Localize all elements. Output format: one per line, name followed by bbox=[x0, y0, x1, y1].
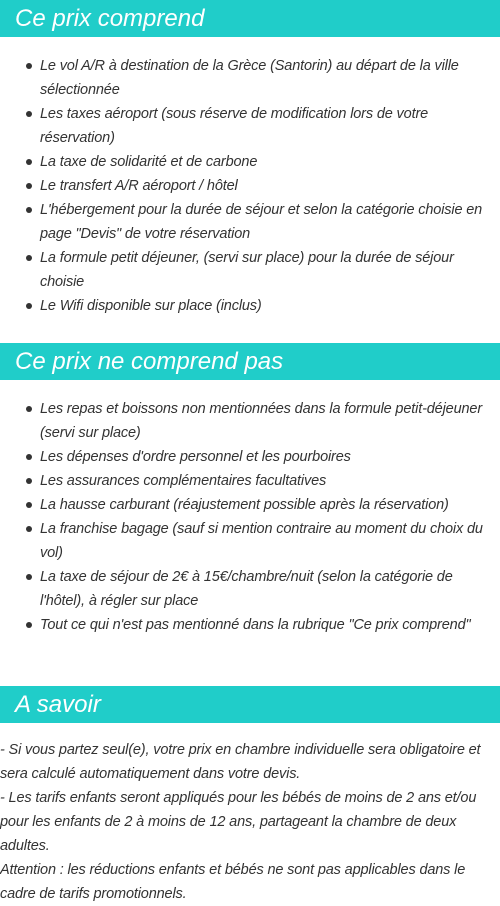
list-item: Les repas et boissons non mentionnées dans la formule petit-déjeuner (servi sur place) bbox=[40, 397, 500, 445]
list-item: La taxe de séjour de 2€ à 15€/chambre/nuit (selon la catégorie de l'hôtel), à régler sur place bbox=[40, 565, 500, 613]
list-item: Les taxes aéroport (sous réserve de modification lors de votre réservation) bbox=[40, 102, 500, 150]
list-item: Le vol A/R à destination de la Grèce (Santorin) au départ de la ville sélectionnée bbox=[40, 54, 500, 102]
not-included-list bbox=[0, 397, 500, 637]
list-item: Le transfert A/R aéroport / hôtel bbox=[40, 174, 500, 198]
section-good-to-know bbox=[0, 686, 500, 906]
section-title-not-included: Ce prix ne comprend pas bbox=[0, 343, 500, 380]
list-item: Les assurances complémentaires facultatives bbox=[40, 469, 500, 493]
list-item: La hausse carburant (réajustement possible après la réservation) bbox=[40, 493, 500, 517]
list-item: Les dépenses d'ordre personnel et les pourboires bbox=[40, 445, 500, 469]
list-item: La formule petit déjeuner, (servi sur place) pour la durée de séjour choisie bbox=[40, 246, 500, 294]
list-item: Tout ce qui n'est pas mentionné dans la rubrique "Ce prix comprend" bbox=[40, 613, 500, 637]
good-to-know-text bbox=[0, 738, 500, 906]
section-not-included bbox=[0, 343, 500, 637]
info-paragraph: Attention : les réductions enfants et bébés ne sont pas applicables dans le cadre de tarifs promotionnels. bbox=[0, 862, 466, 902]
included-list bbox=[0, 54, 500, 318]
section-included bbox=[0, 0, 500, 318]
info-paragraph: - Les tarifs enfants seront appliqués pour les bébés de moins de 2 ans et/ou pour les enfants de 2 à moins de 12 ans, partageant la chambre de deux adultes. bbox=[0, 790, 477, 854]
section-title-good-to-know: A savoir bbox=[0, 686, 500, 723]
section-title-included: Ce prix comprend bbox=[0, 0, 500, 37]
info-paragraph: - Si vous partez seul(e), votre prix en chambre individuelle sera obligatoire et sera calculé automatiquement dans votre devis. bbox=[0, 742, 481, 782]
list-item: La taxe de solidarité et de carbone bbox=[40, 150, 500, 174]
list-item: Le Wifi disponible sur place (inclus) bbox=[40, 294, 500, 318]
list-item: L'hébergement pour la durée de séjour et selon la catégorie choisie en page "Devis" de votre réservation bbox=[40, 198, 500, 246]
list-item: La franchise bagage (sauf si mention contraire au moment du choix du vol) bbox=[40, 517, 500, 565]
